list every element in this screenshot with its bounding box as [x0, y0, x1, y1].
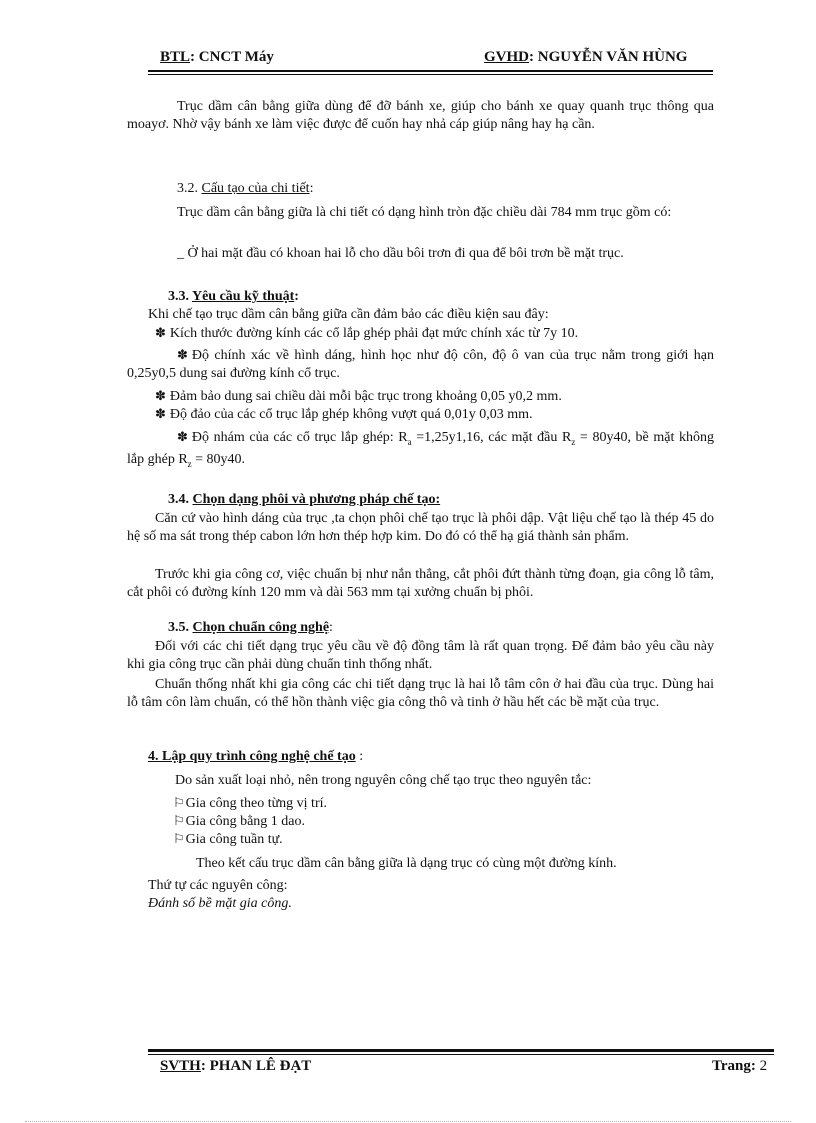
footer-student-value: : PHAN LÊ ĐẠT	[200, 1058, 312, 1074]
pennant-flag-icon: ⚐	[173, 831, 185, 846]
section-3-2-paragraph: Trục dầm cân bằng giữa là chi tiết có dạng hình tròn đặc chiều dài 784 mm trục gồm có:	[177, 205, 672, 220]
footer-student	[160, 1058, 311, 1075]
footer-student-label: SVTH	[160, 1058, 201, 1074]
header-advisor-value: : NGUYỄN VĂN HÙNG	[529, 49, 688, 65]
footer-rule	[148, 1049, 774, 1052]
header-left	[160, 49, 274, 66]
section-3-2-number: 3.2.	[177, 181, 202, 196]
requirement-text-1: Kích thước đường kính các cổ lắp ghép phải đạt mức chính xác từ 7y 10.	[169, 326, 579, 341]
flower-bullet-icon: ✽	[155, 388, 166, 403]
section-3-2-item: _ Ở hai mặt đầu có khoan hai lỗ cho dầu bôi trơn đi qua để bôi trơn bề mặt trục.	[177, 246, 624, 261]
section-3-3-colon: :	[294, 289, 299, 304]
requirement-item-5	[127, 428, 714, 473]
footer-rule-thin	[148, 1054, 774, 1055]
section-3-5-title: Chọn chuẩn công nghệ	[192, 620, 330, 635]
section-3-4-heading	[168, 492, 440, 508]
requirement-item-3	[155, 387, 715, 406]
section-4-note: Theo kết cấu trục dầm cân bằng giữa là dạng trục có cùng một đường kính.	[196, 856, 617, 871]
operation-order-label: Thứ tự các nguyên công:	[148, 878, 288, 893]
requirement-text-3: Đảm bảo dung sai chiều dài mỗi bậc trục trong khoảng 0,05 y0,2 mm.	[169, 389, 562, 404]
section-4-colon: :	[355, 749, 364, 764]
principle-text-3: Gia công tuần tự.	[185, 832, 283, 847]
requirement-item-2	[127, 346, 714, 383]
requirement-item-1	[155, 324, 715, 343]
roughness-subscript-a: a	[407, 436, 412, 447]
requirement-text-5b: =1,25y1,16, các mặt đầu R	[411, 430, 572, 445]
section-3-3-number: 3.3.	[168, 289, 192, 304]
header-right	[484, 49, 687, 66]
section-3-5-paragraph-1: Đối với các chi tiết dạng trục yêu cầu về độ đồng tâm là rất quan trọng. Để đảm bảo yêu cầu này khi gia công trục cần phải dùng chuẩn tinh thống nhất.	[127, 639, 714, 672]
roughness-subscript-z2: z	[187, 458, 192, 469]
flower-bullet-icon: ✽	[177, 347, 188, 362]
section-4-lead: Do sản xuất loại nhỏ, nên trong nguyên công chế tạo trục theo nguyên tắc:	[175, 773, 592, 788]
principle-item-1	[173, 794, 327, 813]
page-bottom-border	[25, 1121, 791, 1122]
section-4-title: 4. Lập quy trình công nghệ chế tạo	[148, 749, 356, 764]
roughness-subscript-z1: z	[571, 436, 576, 447]
section-3-5-colon: :	[329, 620, 333, 635]
requirement-item-4	[155, 405, 715, 424]
header-rule	[148, 70, 713, 72]
header-course-label: BTL	[160, 49, 191, 65]
requirement-text-4: Độ đảo của các cổ trục lắp ghép không vượt quá 0,01y 0,03 mm.	[169, 407, 533, 422]
principle-item-2	[173, 812, 305, 831]
header-advisor-label: GVHD	[484, 49, 529, 65]
section-3-4-number: 3.4.	[168, 492, 193, 507]
section-3-4-title: Chọn dạng phôi và phương pháp chế tạo:	[192, 492, 441, 507]
footer-page	[712, 1058, 767, 1075]
section-3-3-title: Yêu cầu kỹ thuật	[191, 289, 295, 304]
section-3-3-lead: Khi chế tạo trục dầm cân bằng giữa cần đảm bảo các điều kiện sau đây:	[148, 307, 549, 322]
flower-bullet-icon: ✽	[155, 325, 166, 340]
pennant-flag-icon: ⚐	[173, 813, 185, 828]
pennant-flag-icon: ⚐	[173, 795, 185, 810]
section-3-2-title: Cấu tạo của chi tiết	[201, 181, 310, 196]
section-3-5-number: 3.5.	[168, 620, 193, 635]
section-3-5-paragraph-2: Chuẩn thống nhất khi gia công các chi tiết dạng trục là hai lỗ tâm côn ở hai đầu của trục. Dùng hai lỗ tâm côn làm chuẩn, có thể hồn thành việc gia công thô và tinh ở hầu hết các bề mặt của trục.	[127, 677, 714, 710]
section-3-4-paragraph-1: Căn cứ vào hình dáng của trục ,ta chọn phôi chế tạo trục là phôi dập. Vật liệu chế tạo là thép 45 do hệ số ma sát trong thép cabon lớn hơn thép hợp kim. Do đó có thể hạ giá thành sản phẩm.	[127, 511, 714, 544]
surface-numbering-label: Đánh số bề mặt gia công.	[148, 896, 292, 911]
section-3-2-heading	[177, 181, 313, 197]
page-label: Trang:	[712, 1058, 756, 1074]
requirement-text-5d: = 80y40.	[191, 451, 246, 467]
flower-bullet-icon: ✽	[155, 406, 166, 421]
intro-paragraph: Trục dầm cân bằng giữa dùng để đỡ bánh xe, giúp cho bánh xe quay quanh trục thông qua moayơ. Nhờ vậy bánh xe làm việc được để cuốn hay nhả cáp giúp nâng hay hạ cần.	[127, 99, 714, 132]
section-3-5-heading	[168, 620, 333, 636]
page-number: 2	[759, 1058, 768, 1074]
principle-text-1: Gia công theo từng vị trí.	[185, 796, 327, 811]
principle-item-3	[173, 830, 283, 849]
section-3-2-colon: :	[309, 181, 314, 196]
requirement-text-5c: = 80y40, bề mặt không lắp ghép R	[127, 430, 714, 467]
flower-bullet-icon: ✽	[177, 429, 188, 444]
requirement-text-5a: Độ nhám của các cổ trục lắp ghép: R	[191, 430, 408, 445]
section-3-3-heading	[168, 289, 299, 305]
principle-text-2: Gia công bằng 1 dao.	[185, 814, 306, 829]
header-rule-thin	[148, 74, 713, 75]
section-4-heading	[148, 749, 363, 765]
header-course-value: : CNCT Máy	[190, 49, 274, 65]
section-3-4-paragraph-2: Trước khi gia công cơ, việc chuẩn bị như nắn thẳng, cắt phôi đứt thành từng đoạn, gia công lỗ tâm, cắt phôi có đường kính 120 mm và dài 563 mm tại xưởng chuẩn bị phôi.	[127, 567, 714, 600]
requirement-text-2: Độ chính xác về hình dáng, hình học như độ côn, độ ô van của trục nằm trong giới hạn 0,25y0,5 dung sai đường kính cổ trục.	[127, 348, 714, 381]
